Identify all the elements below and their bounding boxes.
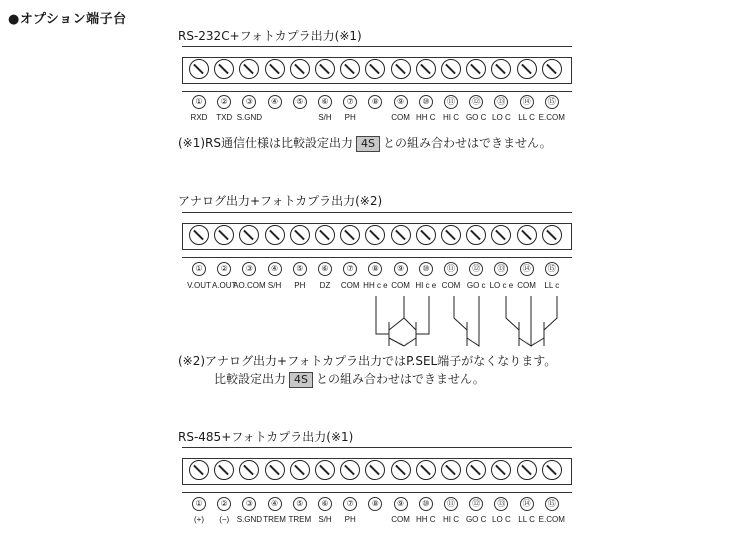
terminal-number: ③ xyxy=(242,95,256,109)
terminal-number: ④ xyxy=(268,95,282,109)
terminal-number: ② xyxy=(217,95,231,109)
terminal-number: ⑥ xyxy=(318,95,332,109)
terminal-label: COM xyxy=(517,281,536,290)
terminal-label: COM xyxy=(441,281,461,290)
terminal-number: ⑨ xyxy=(394,497,408,511)
terminal-number: ⑨ xyxy=(394,95,408,109)
terminal-screw xyxy=(391,460,411,480)
terminal-number: ⑦ xyxy=(343,95,357,109)
terminal-screw xyxy=(315,460,335,480)
terminal-screw xyxy=(517,460,537,480)
terminal-number: ⑦ xyxy=(343,497,357,511)
terminal-label: HH c e xyxy=(363,281,388,290)
terminal-label: HI C xyxy=(443,515,459,524)
note-text: 比較設定出力 xyxy=(214,372,287,386)
terminal-number: ② xyxy=(217,262,231,276)
terminal-number: ⑪ xyxy=(444,262,458,276)
terminal-screw xyxy=(416,460,436,480)
terminal-number: ⑮ xyxy=(545,497,559,511)
terminal-number: ④ xyxy=(268,497,282,511)
note-text: との組み合わせはできません。 xyxy=(316,372,485,386)
terminal-number: ④ xyxy=(268,262,282,276)
terminal-label: S/H xyxy=(267,281,282,290)
terminal-number: ⑬ xyxy=(494,497,508,511)
terminal-label: HI C xyxy=(443,113,459,122)
terminal-label: LL C xyxy=(518,113,535,122)
terminal-label: LL c xyxy=(544,281,560,290)
terminal-number: ⑧ xyxy=(368,497,382,511)
terminal-number: ② xyxy=(217,497,231,511)
terminal-label: PH xyxy=(294,281,306,290)
terminal-number: ⑧ xyxy=(368,95,382,109)
terminal-label: S.GND xyxy=(236,515,263,524)
note-text: との組み合わせはできません。 xyxy=(383,136,552,150)
terminal-label: (−) xyxy=(219,515,230,524)
terminal-label: AO.COM xyxy=(233,281,266,290)
terminal-label: COM xyxy=(391,281,410,290)
terminal-number: ⑭ xyxy=(520,95,534,109)
terminal-label: LO C xyxy=(492,113,511,122)
terminal-label: S.GND xyxy=(236,113,263,122)
transistor-collector xyxy=(506,296,519,330)
terminal-number: ⑭ xyxy=(520,497,534,511)
terminal-number: ⑨ xyxy=(394,262,408,276)
transistor-collector xyxy=(404,318,416,330)
terminal-label: HH C xyxy=(416,515,436,524)
terminal-number: ⑪ xyxy=(444,95,458,109)
terminal-screw xyxy=(265,460,285,480)
terminal-label: COM xyxy=(340,281,360,290)
terminal-label: LO C xyxy=(492,515,511,524)
terminal-number: ⑫ xyxy=(469,95,483,109)
terminal-number: ⑪ xyxy=(444,497,458,511)
transistor-collector xyxy=(389,296,404,330)
terminal-number: ⑬ xyxy=(494,262,508,276)
terminal-label: HH C xyxy=(416,113,436,122)
terminal-number: ⑤ xyxy=(293,497,307,511)
terminal-number: ① xyxy=(192,262,206,276)
section-title-rs232c: RS-232C+フォトカプラ出力(※1) xyxy=(178,29,362,43)
note-analog-line1: (※2)アナログ出力+フォトカプラ出力ではP.SEL端子がなくなります。 xyxy=(178,354,557,368)
transistor-lead xyxy=(416,296,429,334)
terminal-label: S/H xyxy=(318,515,332,524)
terminal-number: ⑥ xyxy=(318,262,332,276)
terminal-number: ⑫ xyxy=(469,262,483,276)
terminal-number: ① xyxy=(192,95,206,109)
terminal-number: ⑩ xyxy=(419,95,433,109)
transistor-emitter xyxy=(404,338,416,346)
terminal-number: ⑬ xyxy=(494,95,508,109)
terminal-number: ⑧ xyxy=(368,262,382,276)
terminal-label: TXD xyxy=(216,113,233,122)
terminal-number: ⑮ xyxy=(545,262,559,276)
terminal-block-base xyxy=(182,484,572,492)
terminal-label: COM xyxy=(391,515,410,524)
terminal-label: DZ xyxy=(319,281,331,290)
section-title-analog: アナログ出力+フォトカプラ出力(※2) xyxy=(178,194,383,208)
terminal-label: PH xyxy=(344,515,356,524)
setting-badge: 4S xyxy=(356,136,380,152)
terminal-label: TREM xyxy=(263,515,286,524)
terminal-number: ⑤ xyxy=(293,95,307,109)
terminal-label: TREM xyxy=(288,515,312,524)
transistor-collector xyxy=(454,296,467,330)
transistor-collector xyxy=(544,296,557,330)
terminal-screw xyxy=(189,460,209,480)
terminal-label: COM xyxy=(391,113,410,122)
terminal-number: ⑩ xyxy=(419,497,433,511)
terminal-label: A.OUT xyxy=(211,281,237,290)
terminal-number: ⑩ xyxy=(419,262,433,276)
terminal-number: ⑤ xyxy=(293,262,307,276)
section-title-rs485: RS-485+フォトカプラ出力(※1) xyxy=(178,430,354,444)
terminal-number: ⑭ xyxy=(520,262,534,276)
terminal-label: S/H xyxy=(318,113,332,122)
terminal-label: GO C xyxy=(465,515,487,524)
terminal-number: ① xyxy=(192,497,206,511)
terminal-screw xyxy=(290,460,310,480)
terminal-label: LO c e xyxy=(489,281,514,290)
terminal-block-lip xyxy=(182,448,572,459)
terminal-label: E.COM xyxy=(538,113,565,122)
transistor-emitter xyxy=(531,338,544,346)
terminal-label: GO C xyxy=(465,113,487,122)
note-analog-line2 xyxy=(214,370,485,388)
note-text: (※1)RS通信仕様は比較設定出力 xyxy=(178,136,354,150)
terminal-label: LL C xyxy=(518,515,535,524)
terminal-number: ③ xyxy=(242,262,256,276)
terminal-number: ⑮ xyxy=(545,95,559,109)
terminal-number: ⑦ xyxy=(343,262,357,276)
terminal-label: GO c xyxy=(466,281,486,290)
terminal-screw xyxy=(542,460,562,480)
page-heading: ●オプション端子台 xyxy=(8,12,127,27)
terminal-label: PH xyxy=(344,113,356,122)
transistor-lead xyxy=(376,296,389,334)
terminal-number: ⑥ xyxy=(318,497,332,511)
terminal-screw xyxy=(441,460,461,480)
terminal-label: RXD xyxy=(190,113,208,122)
transistor-emitter xyxy=(467,296,479,346)
terminal-label: V.OUT xyxy=(187,281,211,290)
terminal-label: E.COM xyxy=(538,515,565,524)
transistor-emitter xyxy=(519,296,531,346)
terminal-label: HI c e xyxy=(415,281,437,290)
setting-badge: 4S xyxy=(289,372,313,388)
terminal-label: (+) xyxy=(194,515,204,524)
transistor-emitter xyxy=(389,338,404,346)
terminal-number: ⑫ xyxy=(469,497,483,511)
terminal-number: ③ xyxy=(242,497,256,511)
